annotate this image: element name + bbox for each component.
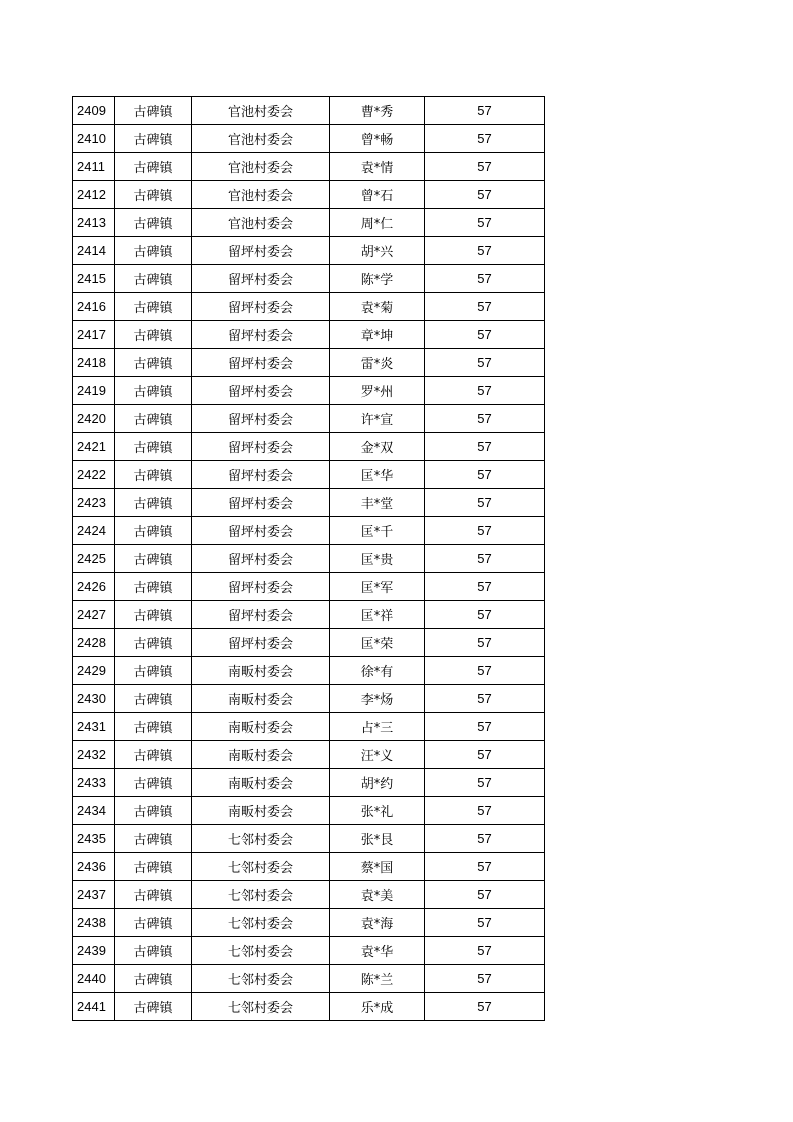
village-cell: 留坪村委会 xyxy=(192,433,330,461)
village-cell: 留坪村委会 xyxy=(192,545,330,573)
person-name-cell: 徐*有 xyxy=(330,657,425,685)
village-cell: 留坪村委会 xyxy=(192,321,330,349)
score-cell: 57 xyxy=(425,685,545,713)
village-cell: 留坪村委会 xyxy=(192,629,330,657)
person-name-cell: 周*仁 xyxy=(330,209,425,237)
person-name-cell: 占*三 xyxy=(330,713,425,741)
score-cell: 57 xyxy=(425,293,545,321)
town-cell: 古碑镇 xyxy=(115,741,192,769)
town-cell: 古碑镇 xyxy=(115,489,192,517)
score-cell: 57 xyxy=(425,881,545,909)
village-cell: 留坪村委会 xyxy=(192,265,330,293)
village-cell: 官池村委会 xyxy=(192,125,330,153)
person-name-cell: 胡*约 xyxy=(330,769,425,797)
score-cell: 57 xyxy=(425,349,545,377)
town-cell: 古碑镇 xyxy=(115,293,192,321)
village-cell: 官池村委会 xyxy=(192,153,330,181)
row-number-cell: 2411 xyxy=(73,153,115,181)
town-cell: 古碑镇 xyxy=(115,97,192,125)
row-number-cell: 2414 xyxy=(73,237,115,265)
score-cell: 57 xyxy=(425,937,545,965)
town-cell: 古碑镇 xyxy=(115,881,192,909)
row-number-cell: 2420 xyxy=(73,405,115,433)
person-name-cell: 张*艮 xyxy=(330,825,425,853)
person-name-cell: 匡*千 xyxy=(330,517,425,545)
table-row xyxy=(73,517,545,545)
row-number-cell: 2426 xyxy=(73,573,115,601)
row-number-cell: 2428 xyxy=(73,629,115,657)
row-number-cell: 2429 xyxy=(73,657,115,685)
town-cell: 古碑镇 xyxy=(115,321,192,349)
person-name-cell: 匡*华 xyxy=(330,461,425,489)
row-number-cell: 2409 xyxy=(73,97,115,125)
person-name-cell: 袁*华 xyxy=(330,937,425,965)
town-cell: 古碑镇 xyxy=(115,965,192,993)
score-cell: 57 xyxy=(425,97,545,125)
village-cell: 留坪村委会 xyxy=(192,405,330,433)
score-cell: 57 xyxy=(425,713,545,741)
town-cell: 古碑镇 xyxy=(115,125,192,153)
score-cell: 57 xyxy=(425,377,545,405)
score-cell: 57 xyxy=(425,797,545,825)
person-name-cell: 陈*兰 xyxy=(330,965,425,993)
town-cell: 古碑镇 xyxy=(115,153,192,181)
town-cell: 古碑镇 xyxy=(115,797,192,825)
village-cell: 七邻村委会 xyxy=(192,909,330,937)
row-number-cell: 2415 xyxy=(73,265,115,293)
row-number-cell: 2430 xyxy=(73,685,115,713)
score-cell: 57 xyxy=(425,209,545,237)
score-cell: 57 xyxy=(425,909,545,937)
person-name-cell: 张*礼 xyxy=(330,797,425,825)
person-name-cell: 丰*堂 xyxy=(330,489,425,517)
score-cell: 57 xyxy=(425,237,545,265)
person-name-cell: 蔡*国 xyxy=(330,853,425,881)
table-row xyxy=(73,265,545,293)
town-cell: 古碑镇 xyxy=(115,825,192,853)
town-cell: 古碑镇 xyxy=(115,209,192,237)
table-row xyxy=(73,769,545,797)
score-cell: 57 xyxy=(425,405,545,433)
person-name-cell: 袁*菊 xyxy=(330,293,425,321)
town-cell: 古碑镇 xyxy=(115,909,192,937)
town-cell: 古碑镇 xyxy=(115,461,192,489)
table-body xyxy=(73,97,545,1021)
table-row xyxy=(73,853,545,881)
village-cell: 官池村委会 xyxy=(192,181,330,209)
town-cell: 古碑镇 xyxy=(115,657,192,685)
table-row xyxy=(73,601,545,629)
table-row xyxy=(73,909,545,937)
table-row xyxy=(73,349,545,377)
person-name-cell: 乐*成 xyxy=(330,993,425,1021)
row-number-cell: 2431 xyxy=(73,713,115,741)
village-cell: 留坪村委会 xyxy=(192,293,330,321)
score-cell: 57 xyxy=(425,993,545,1021)
village-cell: 留坪村委会 xyxy=(192,517,330,545)
person-name-cell: 匡*荣 xyxy=(330,629,425,657)
person-name-cell: 李*炀 xyxy=(330,685,425,713)
score-cell: 57 xyxy=(425,265,545,293)
table-row xyxy=(73,797,545,825)
score-cell: 57 xyxy=(425,181,545,209)
table-row xyxy=(73,237,545,265)
village-cell: 留坪村委会 xyxy=(192,601,330,629)
town-cell: 古碑镇 xyxy=(115,265,192,293)
row-number-cell: 2422 xyxy=(73,461,115,489)
person-name-cell: 雷*炎 xyxy=(330,349,425,377)
row-number-cell: 2425 xyxy=(73,545,115,573)
table-row xyxy=(73,321,545,349)
table-row xyxy=(73,461,545,489)
table-row xyxy=(73,545,545,573)
town-cell: 古碑镇 xyxy=(115,685,192,713)
town-cell: 古碑镇 xyxy=(115,433,192,461)
table-row xyxy=(73,937,545,965)
row-number-cell: 2439 xyxy=(73,937,115,965)
table-row xyxy=(73,293,545,321)
score-cell: 57 xyxy=(425,657,545,685)
row-number-cell: 2436 xyxy=(73,853,115,881)
village-cell: 南畈村委会 xyxy=(192,713,330,741)
table-row xyxy=(73,741,545,769)
person-name-cell: 金*双 xyxy=(330,433,425,461)
village-cell: 南畈村委会 xyxy=(192,657,330,685)
row-number-cell: 2437 xyxy=(73,881,115,909)
village-cell: 留坪村委会 xyxy=(192,461,330,489)
table-row xyxy=(73,377,545,405)
table-row xyxy=(73,825,545,853)
score-cell: 57 xyxy=(425,825,545,853)
table-row xyxy=(73,125,545,153)
village-cell: 南畈村委会 xyxy=(192,685,330,713)
town-cell: 古碑镇 xyxy=(115,545,192,573)
table-row xyxy=(73,405,545,433)
person-name-cell: 许*宣 xyxy=(330,405,425,433)
village-cell: 南畈村委会 xyxy=(192,769,330,797)
row-number-cell: 2417 xyxy=(73,321,115,349)
row-number-cell: 2416 xyxy=(73,293,115,321)
village-cell: 留坪村委会 xyxy=(192,377,330,405)
table-row xyxy=(73,573,545,601)
village-cell: 官池村委会 xyxy=(192,209,330,237)
score-cell: 57 xyxy=(425,573,545,601)
table-row xyxy=(73,153,545,181)
score-cell: 57 xyxy=(425,153,545,181)
score-cell: 57 xyxy=(425,489,545,517)
table-row xyxy=(73,489,545,517)
score-cell: 57 xyxy=(425,629,545,657)
village-cell: 留坪村委会 xyxy=(192,349,330,377)
row-number-cell: 2435 xyxy=(73,825,115,853)
village-cell: 七邻村委会 xyxy=(192,937,330,965)
row-number-cell: 2419 xyxy=(73,377,115,405)
village-cell: 七邻村委会 xyxy=(192,993,330,1021)
person-name-cell: 曾*石 xyxy=(330,181,425,209)
town-cell: 古碑镇 xyxy=(115,937,192,965)
row-number-cell: 2424 xyxy=(73,517,115,545)
person-name-cell: 胡*兴 xyxy=(330,237,425,265)
row-number-cell: 2438 xyxy=(73,909,115,937)
row-number-cell: 2440 xyxy=(73,965,115,993)
person-name-cell: 汪*义 xyxy=(330,741,425,769)
score-cell: 57 xyxy=(425,545,545,573)
town-cell: 古碑镇 xyxy=(115,601,192,629)
score-cell: 57 xyxy=(425,433,545,461)
table-row xyxy=(73,993,545,1021)
village-cell: 七邻村委会 xyxy=(192,881,330,909)
table-row xyxy=(73,685,545,713)
table-row xyxy=(73,181,545,209)
village-cell: 南畈村委会 xyxy=(192,741,330,769)
person-name-cell: 袁*海 xyxy=(330,909,425,937)
village-cell: 留坪村委会 xyxy=(192,573,330,601)
person-name-cell: 匡*贵 xyxy=(330,545,425,573)
town-cell: 古碑镇 xyxy=(115,517,192,545)
table-row xyxy=(73,657,545,685)
village-cell: 官池村委会 xyxy=(192,97,330,125)
score-cell: 57 xyxy=(425,741,545,769)
row-number-cell: 2434 xyxy=(73,797,115,825)
row-number-cell: 2412 xyxy=(73,181,115,209)
village-cell: 七邻村委会 xyxy=(192,853,330,881)
village-cell: 南畈村委会 xyxy=(192,797,330,825)
town-cell: 古碑镇 xyxy=(115,349,192,377)
table-row xyxy=(73,433,545,461)
score-cell: 57 xyxy=(425,461,545,489)
table-row xyxy=(73,209,545,237)
score-cell: 57 xyxy=(425,769,545,797)
town-cell: 古碑镇 xyxy=(115,853,192,881)
town-cell: 古碑镇 xyxy=(115,713,192,741)
table-row xyxy=(73,97,545,125)
score-cell: 57 xyxy=(425,601,545,629)
person-name-cell: 袁*情 xyxy=(330,153,425,181)
row-number-cell: 2432 xyxy=(73,741,115,769)
person-name-cell: 匡*军 xyxy=(330,573,425,601)
table-row xyxy=(73,965,545,993)
row-number-cell: 2418 xyxy=(73,349,115,377)
person-name-cell: 袁*美 xyxy=(330,881,425,909)
row-number-cell: 2423 xyxy=(73,489,115,517)
person-name-cell: 曹*秀 xyxy=(330,97,425,125)
row-number-cell: 2427 xyxy=(73,601,115,629)
town-cell: 古碑镇 xyxy=(115,769,192,797)
village-cell: 七邻村委会 xyxy=(192,825,330,853)
data-table xyxy=(72,96,545,1021)
score-cell: 57 xyxy=(425,853,545,881)
town-cell: 古碑镇 xyxy=(115,629,192,657)
town-cell: 古碑镇 xyxy=(115,181,192,209)
row-number-cell: 2413 xyxy=(73,209,115,237)
person-name-cell: 曾*畅 xyxy=(330,125,425,153)
town-cell: 古碑镇 xyxy=(115,405,192,433)
town-cell: 古碑镇 xyxy=(115,237,192,265)
score-cell: 57 xyxy=(425,517,545,545)
row-number-cell: 2433 xyxy=(73,769,115,797)
town-cell: 古碑镇 xyxy=(115,993,192,1021)
person-name-cell: 罗*州 xyxy=(330,377,425,405)
town-cell: 古碑镇 xyxy=(115,377,192,405)
village-cell: 留坪村委会 xyxy=(192,237,330,265)
row-number-cell: 2441 xyxy=(73,993,115,1021)
row-number-cell: 2410 xyxy=(73,125,115,153)
table-row xyxy=(73,629,545,657)
table-row xyxy=(73,713,545,741)
score-cell: 57 xyxy=(425,125,545,153)
person-name-cell: 章*坤 xyxy=(330,321,425,349)
person-name-cell: 匡*祥 xyxy=(330,601,425,629)
town-cell: 古碑镇 xyxy=(115,573,192,601)
village-cell: 留坪村委会 xyxy=(192,489,330,517)
person-name-cell: 陈*学 xyxy=(330,265,425,293)
score-cell: 57 xyxy=(425,321,545,349)
row-number-cell: 2421 xyxy=(73,433,115,461)
score-cell: 57 xyxy=(425,965,545,993)
table-row xyxy=(73,881,545,909)
village-cell: 七邻村委会 xyxy=(192,965,330,993)
